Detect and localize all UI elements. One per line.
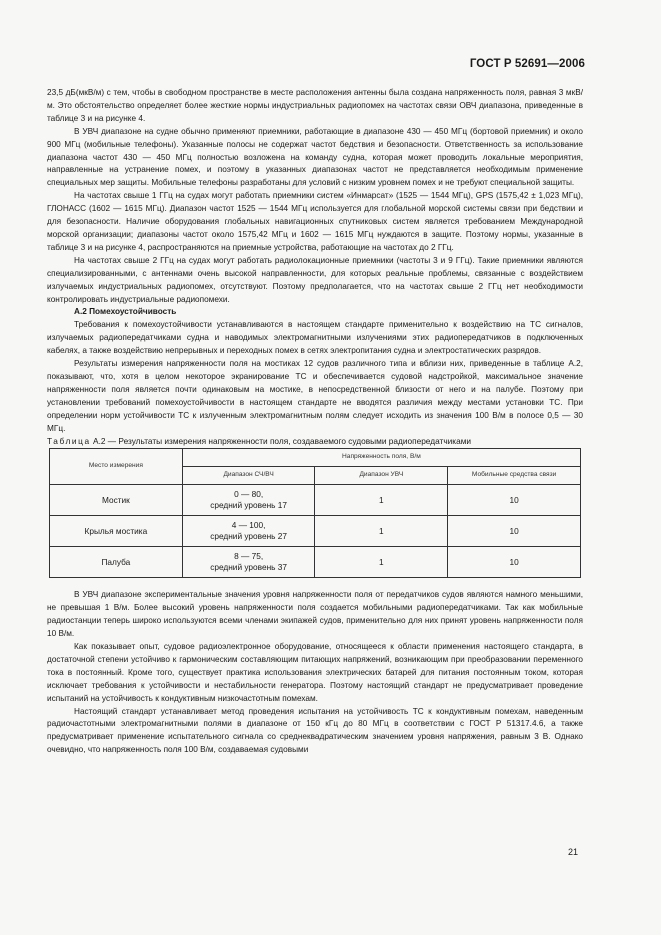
paragraph: Результаты измерения напряженности поля на мостиках 12 судов различного типа и вблизи них, приведенные в таблице А.2, показывают, что, хотя в целом некоторое экранирование ТС и обеспечивается судовой надстройкой, максимальное значение напряженности поля является почти одинаковым на мостике, в непосредственной близости от него и на палубе. Поэтому при установлении требований помехоустойчивости в настоящем стандарте не вводятся различия между местами установки ТС. При определении норм устойчивости ТС к излученным электромагнитным полям следует исходить из значения 100 В/м в полосе 0,5 — 30 МГц.	[47, 359, 583, 433]
paragraph: Настоящий стандарт устанавливает метод проведения испытания на устойчивость ТС к кондуктивным помехам, наведенным радиочастотными электромагнитными полями в диапазоне от 150 кГц до 80 МГц в соответствии с ГОСТ Р 51317.4.6, а также предусматривает применение испытательного сигнала со среднеквадратическим значением уровня напряжения, равным 3 В. Однако очевидно, что напряженность поля 100 В/м, создаваемая судовыми	[47, 706, 583, 755]
cell-mobile: 10	[448, 516, 581, 547]
paragraph: Как показывает опыт, судовое радиоэлектронное оборудование, относящееся к области применения настоящего стандарта, в достаточной степени устойчиво к гармоническим составляющим питающих напряжений, возникающим при преобразовании переменного тока в постоянный. Кроме того, существует практика использования электрических батарей для питания постоянным током, которая исключает требования к устойчивости и нестабильности генератора. Поэтому настоящий стандарт не предусматривает проведение испытаний на устойчивость к кондуктивным низкочастотным помехам.	[47, 642, 583, 703]
paragraph: Требования к помехоустойчивости устанавливаются в настоящем стандарте применительно к воздействию на ТС сигналов, излучаемых радиопередатчиками судна и наводимых электромагнитными излучениями этих радиопередатчиков в подключенных кабелях, а также воздействию непрерывных и переходных помех в сетях электропитания судна и электростатических разрядов.	[47, 320, 583, 356]
paragraph: 23,5 дБ(мкВ/м) с тем, чтобы в свободном пространстве в месте расположения антенны была создана напряженность поля, равная 3 мкВ/м. Это обстоятельство определяет более жесткие нормы индустриальных радиопомех на частотах связи ОВЧ диапазона, приведенные в таблице 3 и на рисунке 4.	[47, 88, 583, 123]
header-mobile: Мобильные средства связи	[448, 467, 581, 485]
header-field-strength: Напряженность поля, В/м	[182, 449, 580, 467]
cell-place: Палуба	[50, 547, 183, 578]
cell-place: Крылья мостика	[50, 516, 183, 547]
header-place: Место измерения	[50, 449, 183, 485]
cell-uhf: 1	[315, 516, 448, 547]
table-row	[50, 485, 581, 516]
table-caption	[47, 435, 583, 448]
paragraph: На частотах свыше 2 ГГц на судах могут работать радиолокационные приемники (частоты 3 и 9 ГГц). Такие приемники являются специализированными, с антеннами очень высокой направленности, для которых реальные проблемы, связанные с воздействием излучаемых индустриальных радиопомех, отсутствуют. Поэтому предполагается, что на частотах свыше 2 ГГц нет необходимости контролировать индустриальные радиопомехи.	[47, 255, 583, 304]
cell-place: Мостик	[50, 485, 183, 516]
paragraph: На частотах свыше 1 ГГц на судах могут работать приемники систем «Инмарсат» (1525 — 1544 МГц), GPS (1575,42 ± 1,023 МГц), ГЛОНАСС (1602 — 1615 МГц). Диапазон частот 1525 — 1544 МГц используется для глобальной морской системы связи при бедствии и для безопасности. Наличие оборудования глобальных навигационных спутниковых систем является требованием Международной морской организации; диапазоны частот около 1575,42 МГц и 1602 — 1615 МГц нуждаются в защите. Поэтому нормы, указанные в таблице 3 и на рисунке 4, распространяются на приемные устройства, работающие на частотах до 2 ГГц.	[47, 191, 583, 252]
field-strength-table	[49, 448, 581, 578]
paragraph: В УВЧ диапазоне на судне обычно применяют приемники, работающие в диапазоне 430 — 450 МГц (бортовой приемник) и около 900 МГц (мобильные телефоны). Указанные полосы не содержат частот бедствия и безопасности. Ответственность за использование диапазона частот 430 — 450 МГц полностью возложена на команду судна, которая может проводить локальные мероприятия, направленные на устранение помех, и поэтому в указанных диапазонах частот не представляется необходимым применение специальных мер защиты. Мобильные телефоны разработаны для условий с низким уровнем помех и не требуют специальной защиты.	[47, 126, 583, 188]
table-row	[50, 547, 581, 578]
standard-header: ГОСТ Р 52691—2006	[469, 58, 585, 70]
cell-mobile: 10	[448, 547, 581, 578]
header-uhf-band: Диапазон УВЧ	[315, 467, 448, 485]
paragraph: В УВЧ диапазоне экспериментальные значения уровня напряженности поля от передатчиков судов являются намного меньшими, не превышая 1 В/м. Более высокий уровень напряженности поля создается мобильными радиопередатчиками. Так как мобильные радиостанции теперь широко используются всеми членами экипажей судов, применительно для них принят уровень напряженности поля 10 В/м.	[47, 590, 583, 639]
cell-uhf: 1	[315, 485, 448, 516]
header-hf-band: Диапазон СЧ/ВЧ	[182, 467, 315, 485]
table-caption-text: А.2 — Результаты измерения напряженности поля, создаваемого судовыми радиопередатчиками	[93, 436, 472, 447]
document-body	[47, 87, 583, 757]
table-row	[50, 516, 581, 547]
cell-uhf: 1	[315, 547, 448, 578]
cell-hf: 0 — 80, средний уровень 17	[182, 485, 315, 516]
cell-hf: 8 — 75, средний уровень 37	[182, 547, 315, 578]
table-caption-prefix: Таблица	[47, 436, 91, 447]
section-title: А.2 Помехоустойчивость	[74, 307, 177, 317]
cell-mobile: 10	[448, 485, 581, 516]
page-number: 21	[568, 847, 579, 857]
cell-hf: 4 — 100, средний уровень 27	[182, 516, 315, 547]
